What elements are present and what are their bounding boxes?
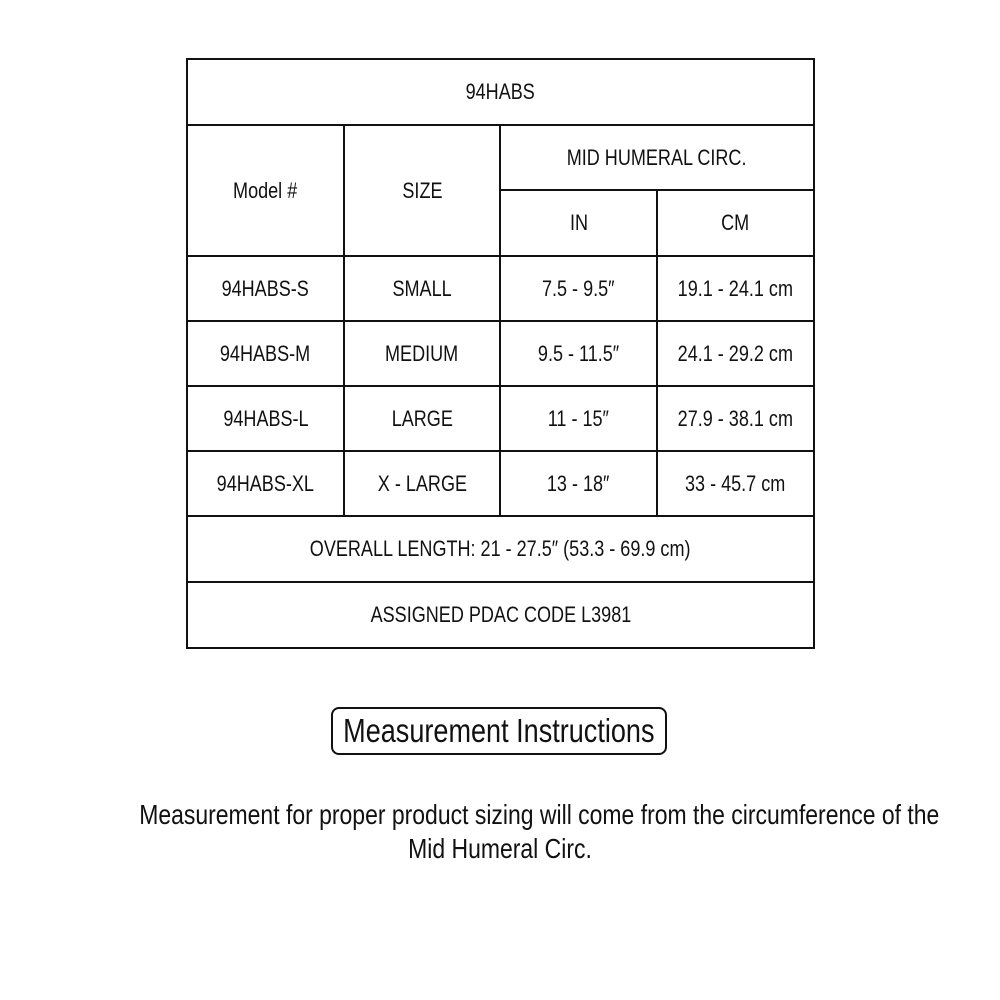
cm-value: 27.9 - 38.1 cm <box>677 405 794 431</box>
cell-model <box>187 386 344 451</box>
in-value: 7.5 - 9.5″ <box>542 275 615 301</box>
cell-cm <box>657 321 814 386</box>
header-cm: CM <box>721 210 750 235</box>
table-header-row <box>187 125 814 190</box>
size-value: LARGE <box>391 405 453 431</box>
measurement-instructions-heading-box <box>331 707 667 755</box>
table-row <box>187 386 814 451</box>
header-in: IN <box>569 210 588 235</box>
model-value: 94HABS-L <box>222 405 309 431</box>
header-in-cell <box>500 190 657 256</box>
pdac-code: ASSIGNED PDAC CODE L3981 <box>370 602 631 627</box>
measurement-instructions-heading: Measurement Instructions <box>343 712 655 749</box>
table-title: 94HABS <box>465 79 536 104</box>
cell-in <box>500 256 657 321</box>
overall-length-row <box>187 516 814 582</box>
header-cm-cell <box>657 190 814 256</box>
header-model-cell <box>187 125 344 256</box>
cm-value: 19.1 - 24.1 cm <box>677 275 794 301</box>
header-size: SIZE <box>401 177 443 203</box>
cell-in <box>500 321 657 386</box>
cell-model <box>187 256 344 321</box>
table-row <box>187 256 814 321</box>
table-title-cell <box>187 59 814 125</box>
instructions-line-2: Mid Humeral Circ. <box>408 833 592 864</box>
size-chart-table <box>186 58 815 649</box>
cm-value: 24.1 - 29.2 cm <box>677 340 794 366</box>
size-value: SMALL <box>392 275 452 301</box>
cell-cm <box>657 256 814 321</box>
cell-cm <box>657 386 814 451</box>
cell-in <box>500 451 657 516</box>
cell-model <box>187 451 344 516</box>
model-value: 94HABS-S <box>221 275 310 301</box>
size-value: MEDIUM <box>385 340 459 366</box>
model-value: 94HABS-XL <box>216 470 315 496</box>
cell-size <box>344 451 500 516</box>
pdac-code-cell <box>187 582 814 648</box>
header-model: Model # <box>233 177 298 203</box>
in-value: 9.5 - 11.5″ <box>537 340 620 366</box>
table-title-row <box>187 59 814 125</box>
header-size-cell <box>344 125 500 256</box>
cell-size <box>344 386 500 451</box>
cell-size <box>344 256 500 321</box>
instructions-line-1: Measurement for proper product sizing will come from the circumference of the <box>139 799 940 830</box>
header-group-cell <box>500 125 814 190</box>
overall-length-cell <box>187 516 814 582</box>
cell-cm <box>657 451 814 516</box>
cm-value: 33 - 45.7 cm <box>685 470 786 496</box>
model-value: 94HABS-M <box>220 340 311 366</box>
overall-length: OVERALL LENGTH: 21 - 27.5″ (53.3 - 69.9 cm) <box>310 536 691 561</box>
size-value: X - LARGE <box>377 470 467 496</box>
in-value: 11 - 15″ <box>547 405 610 431</box>
measurement-instructions-text <box>60 798 940 866</box>
cell-model <box>187 321 344 386</box>
table-row <box>187 321 814 386</box>
table-row <box>187 451 814 516</box>
cell-in <box>500 386 657 451</box>
in-value: 13 - 18″ <box>547 470 610 496</box>
header-mid-humeral-circ: MID HUMERAL CIRC. <box>567 144 747 170</box>
cell-size <box>344 321 500 386</box>
pdac-code-row <box>187 582 814 648</box>
